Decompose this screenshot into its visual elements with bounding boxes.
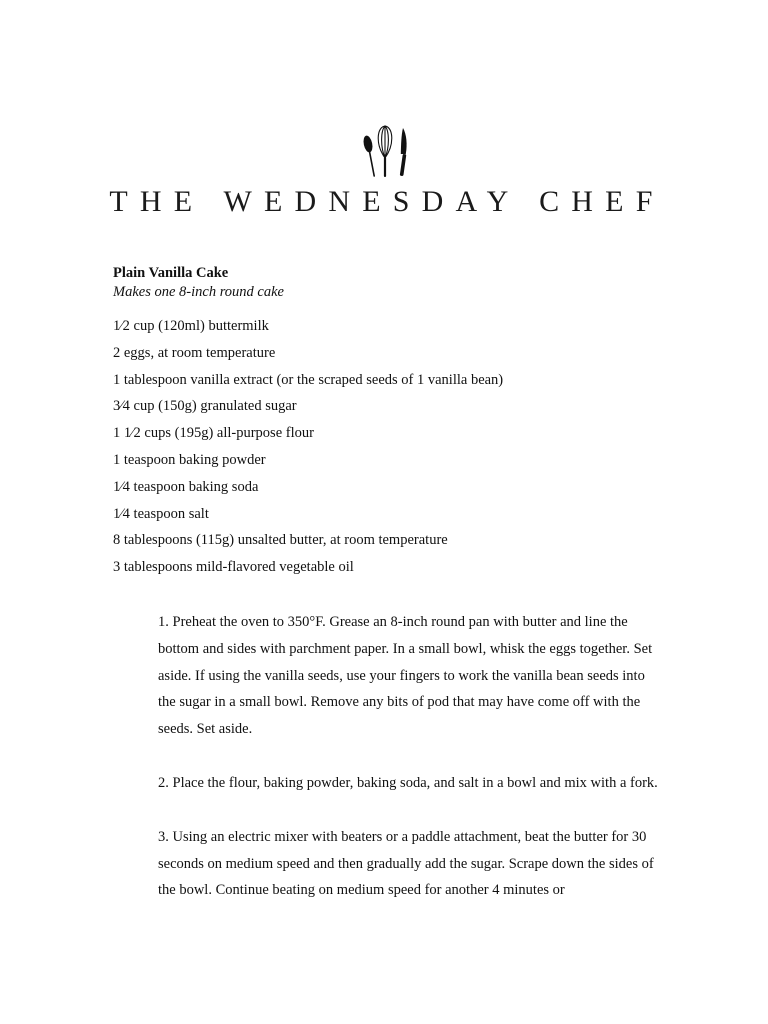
ingredient-item: 3⁄4 cup (150g) granulated sugar [113,398,297,415]
instruction-steps [158,609,658,931]
ingredient-item: 8 tablespoons (115g) unsalted butter, at room temperature [113,532,448,549]
recipe-yield: Makes one 8-inch round cake [113,284,284,300]
ingredient-item: 1 1⁄2 cups (195g) all-purpose flour [113,425,314,442]
instruction-step: 3. Using an electric mixer with beaters or a paddle attachment, beat the butter for 30 seconds on medium speed and then gradually add the sugar. Scrape down the sides of the bowl. Continue beating on medium speed for another 4 minutes or [158,828,654,899]
ingredient-item: 2 eggs, at room temperature [113,344,276,361]
ingredient-item: 3 tablespoons mild-flavored vegetable oil [113,559,354,576]
recipe-title: Plain Vanilla Cake [113,265,229,281]
ingredient-item: 1 tablespoon vanilla extract (or the scraped seeds of 1 vanilla bean) [113,371,504,388]
ingredient-item: 1⁄2 cup (120ml) buttermilk [113,318,269,334]
ingredient-item: 1 teaspoon baking powder [113,451,266,468]
instruction-step: 1. Preheat the oven to 350°F. Grease an 8-inch round pan with butter and line the bottom and sides with parchment paper. In a small bowl, whisk the eggs together. Set aside. If using the vanilla seeds, use your fingers to work the vanilla bean seeds into the sugar in a small bowl. Remove any bits of pod that may have come off with the seeds. Set aside. [158,614,653,738]
utensils-whisk-spoon-knife-icon [359,124,411,178]
instruction-step: 2. Place the flour, baking powder, baking soda, and salt in a bowl and mix with a fork. [158,774,658,791]
ingredient-list [113,316,503,584]
ingredient-item: 1⁄4 teaspoon baking soda [113,478,259,495]
ingredient-item: 1⁄4 teaspoon salt [113,505,209,522]
site-brand-title: THE WEDNESDAY CHEF [109,185,665,218]
